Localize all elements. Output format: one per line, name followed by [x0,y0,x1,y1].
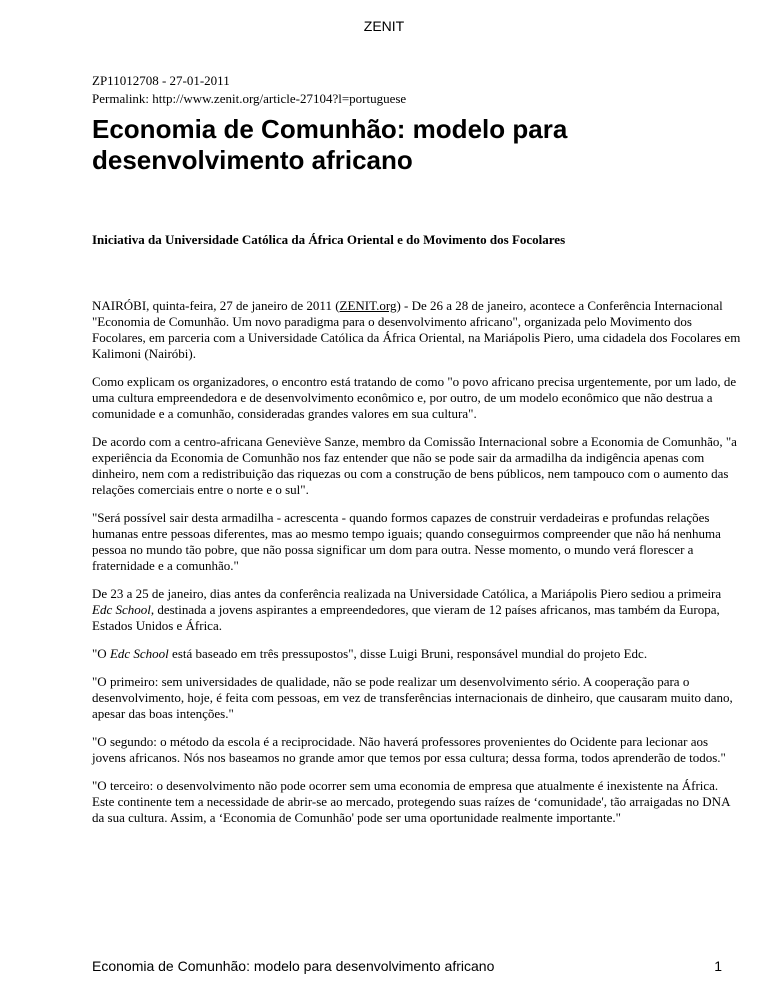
edc-school-emphasis: Edc School [109,646,169,661]
paragraph-6 [92,646,742,662]
footer-title: Economia de Comunhão: modelo para desenvolvimento africano [92,958,495,974]
paragraph-4: "Será possível sair desta armadilha - acrescenta - quando formos capazes de construir verdadeiras e profundas relações humanas entre pessoas diferentes, mas ao mesmo tempo iguais; quando conseguirmos compreender que não há nenhuma pessoa no mundo tão pobre, que não possa significar um dom para outra. Nesse momento, o mundo verá florescer a fraternidade e a comunhão." [92,510,721,573]
article-code-date: ZP11012708 - 27-01-2011 [92,73,230,88]
article-subtitle: Iniciativa da Universidade Católica da África Oriental e do Movimento dos Focolares [92,232,566,247]
paragraph-1-lead: NAIRÓBI, quinta-feira, 27 de janeiro de 2011 ( [92,298,340,313]
zenit-link[interactable]: ZENIT.org [339,298,397,313]
article-meta [92,72,406,108]
site-header: ZENIT [363,18,405,34]
paragraph-1 [92,298,742,362]
article-body [92,298,742,838]
paragraph-7: "O primeiro: sem universidades de qualidade, não se pode realizar um desenvolvimento sério. A cooperação para o desenvolvimento, hoje, é feita com pessoas, em vez de transferências internacionais de dinheiro, que causaram muito dano, apesar das boas intenções." [92,674,733,721]
paragraph-9: "O terceiro: o desenvolvimento não pode ocorrer sem uma economia de empresa que atualmente é inexistente na África. Este continente tem a necessidade de abrir-se ao mercado, protegendo suas raízes de ‘comunidade', tão arraigadas no DNA da sua cultura. Assim, a ‘Economia de Comunhão' pode ser uma oportunidade realmente importante." [92,778,730,825]
edc-school-emphasis: Edc School [92,602,151,617]
paragraph-2: Como explicam os organizadores, o encontro está tratando de como "o povo africano precisa urgentemente, por um lado, de uma cultura empreendedora e de desenvolvimento econômico e, por outro, de um modelo econômico que não destrua a comunidade e a comunhão, consideradas grandes valores em sua cultura". [92,374,737,421]
permalink[interactable]: Permalink: http://www.zenit.org/article-27104?l=portuguese [92,91,407,106]
paragraph-1-text: ) - De 26 a 28 de janeiro, acontece a Conferência Internacional "Economia de Comunhão. Um novo paradigma para o desenvolvimento africano", organizada pelo Movimento dos Focolares, em parceria com a Universidade Católica da África Oriental, na Mariápolis Piero, uma cidadela dos Focolares em Kalimoni (Nairóbi). [92,298,741,361]
paragraph-5 [92,586,742,634]
paragraph-5-text: , destinada a jovens aspirantes a empreendedores, que vieram de 12 países africanos, mas também da Europa, Estados Unidos e África. [92,602,720,633]
page-number: 1 [714,958,722,974]
paragraph-5-lead: De 23 a 25 de janeiro, dias antes da conferência realizada na Universidade Católica, a Mariápolis Piero sediou a primeira [92,586,722,601]
paragraph-6-lead: "O [92,646,110,661]
paragraph-6-text: está baseado em três pressupostos", disse Luigi Bruni, responsável mundial do projeto Edc. [168,646,648,661]
page-footer [92,958,722,974]
paragraph-3: De acordo com a centro-africana Geneviève Sanze, membro da Comissão Internacional sobre a Economia de Comunhão, "a experiência da Economia de Comunhão nos faz entender que não se pode sair da armadilha da indigência apenas com dinheiro, nem com a redistribuição das riquezas ou com a construção de bens públicos, nem tampouco com o aumento das relações comerciais entre o norte e o sul". [92,434,737,497]
article-title: Economia de Comunhão: modelo para desenvolvimento africano [92,114,568,175]
paragraph-8: "O segundo: o método da escola é a reciprocidade. Não haverá professores provenientes do Ocidente para lecionar aos jovens africanos. Nós nos baseamos no grande amor que temos por essa cultura; dessa forma, todos aprenderão de todos." [92,734,726,765]
